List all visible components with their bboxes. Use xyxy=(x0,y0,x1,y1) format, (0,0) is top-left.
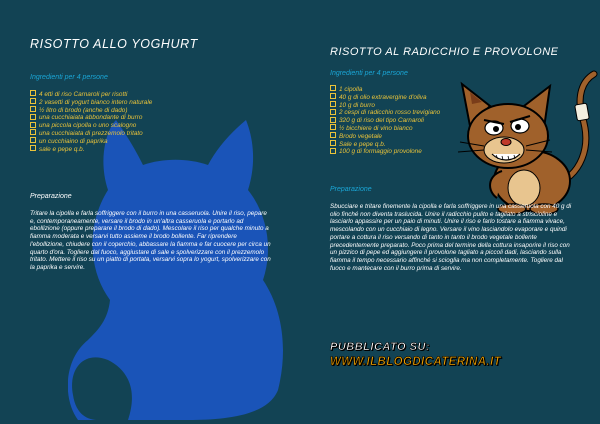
ingredient-item: una cucchiaiata abbondante di burro xyxy=(30,114,152,122)
checkbox-icon xyxy=(330,85,336,91)
cartoon-cat-icon xyxy=(432,66,600,216)
ingredient-item: una cucchiaiata di prezzemolo tritato xyxy=(30,130,152,138)
checkbox-icon xyxy=(30,114,36,120)
prep-heading: Preparazione xyxy=(30,193,72,200)
prep-heading: Preparazione xyxy=(330,186,372,193)
ingredient-item: una piccola cipolla o uno scalogno xyxy=(30,122,152,130)
checkbox-icon xyxy=(30,106,36,112)
ingredient-item: un cucchiaino di paprika xyxy=(30,138,152,146)
checkbox-icon xyxy=(30,129,36,135)
ingredients-heading: Ingredienti per 4 persone xyxy=(330,70,408,77)
ingredient-item: 10 g di burro xyxy=(330,102,440,110)
checkbox-icon xyxy=(330,140,336,146)
ingredient-item: Brodo vegetale xyxy=(330,133,440,141)
ingredient-item: ½ litro di brodo (anche di dado) xyxy=(30,107,152,115)
ingredient-item: 4 etti di riso Carnaroli per risotti xyxy=(30,91,152,99)
checkbox-icon xyxy=(330,148,336,154)
ingredients-heading: Ingredienti per 4 persone xyxy=(30,74,108,81)
checkbox-icon xyxy=(30,98,36,104)
checkbox-icon xyxy=(30,122,36,128)
checkbox-icon xyxy=(330,132,336,138)
ingredient-item: 40 g di olio extravergine d'oliva xyxy=(330,94,440,102)
site-link[interactable]: WWW.ILBLOGDICATERINA.IT xyxy=(330,356,502,368)
ingredient-item: sale e pepe q.b. xyxy=(30,146,152,154)
ingredient-item: 320 g di riso del tipo Carnaroli xyxy=(330,117,440,125)
ingredient-item: 2 vasetti di yogurt bianco intero naturale xyxy=(30,99,152,107)
prep-text: Tritare la cipolla e farla soffriggere con il burro in una casseruola. Unire il riso, pepare e, contemporaneamente, versare il brodo in un'altra casseruola e portarlo ad ebollizione (oppure preparare il brodo di dado). Mescolare il riso per qualche minuto a fiamma moderata e versarvi tutto assieme il brodo bollente. Far riprendere l'ebollizione, chiudere con il coperchio, abbassare la fiamma e far cuocere per circa un quarto d'ora. Togliere dal fuoco, aggiustare di sale e spolverizzare con il prezzemolo tritato. Mettere il riso su un piatto di portata, versarvi sopra lo yogurt, spolverizzare con la paprika e servire. xyxy=(30,210,271,271)
ingredient-item: 100 g di formaggio provolone xyxy=(330,148,440,156)
ingredient-item: 2 cespi di radicchio rosso trevigiano xyxy=(330,109,440,117)
ingredient-item: 1 cipolla xyxy=(330,86,440,94)
published-label: PUBBLICATO SU: xyxy=(330,341,431,353)
checkbox-icon xyxy=(330,101,336,107)
checkbox-icon xyxy=(30,137,36,143)
recipe-title: RISOTTO ALLO YOGHURT xyxy=(30,37,198,51)
checkbox-icon xyxy=(30,145,36,151)
ingredient-item: ½ bicchiere di vino bianco xyxy=(330,125,440,133)
ingredient-item: Sale e pepe q.b. xyxy=(330,141,440,149)
recipe-title: RISOTTO AL RADICCHIO E PROVOLONE xyxy=(330,46,559,58)
checkbox-icon xyxy=(330,124,336,130)
ingredients-list xyxy=(30,91,152,153)
checkbox-icon xyxy=(30,90,36,96)
ingredients-list xyxy=(330,86,440,156)
prep-text: Sbucciare e tritare finemente la cipolla e farla soffriggere in una casseruola con 40 g di olio finché non diventa traslucida. Unire il radicchio pulito e tagliato a striscioline e lasciarlo appassire per un paio di minuti. Unire il riso e farlo tostare a fiamma vivace, mescolando con un cucchiaio di legno. Versare il vino lasciandolo evaporare e quindi portare a cottura il riso versando di tanto in tanto il brodo vegetale bollente precedentemente preparato. Poco prima del termine della cottura insaporire il riso con un pizzico di pepe ed aggiungere il provolone tagliato a piccoli dadi, lasciando sulla fiamma il tempo necessario affinché si scioglia ma non completamente. Togliere dal fuoco e mantecare con il burro prima di servire. xyxy=(330,203,572,272)
checkbox-icon xyxy=(330,93,336,99)
checkbox-icon xyxy=(330,109,336,115)
checkbox-icon xyxy=(330,117,336,123)
